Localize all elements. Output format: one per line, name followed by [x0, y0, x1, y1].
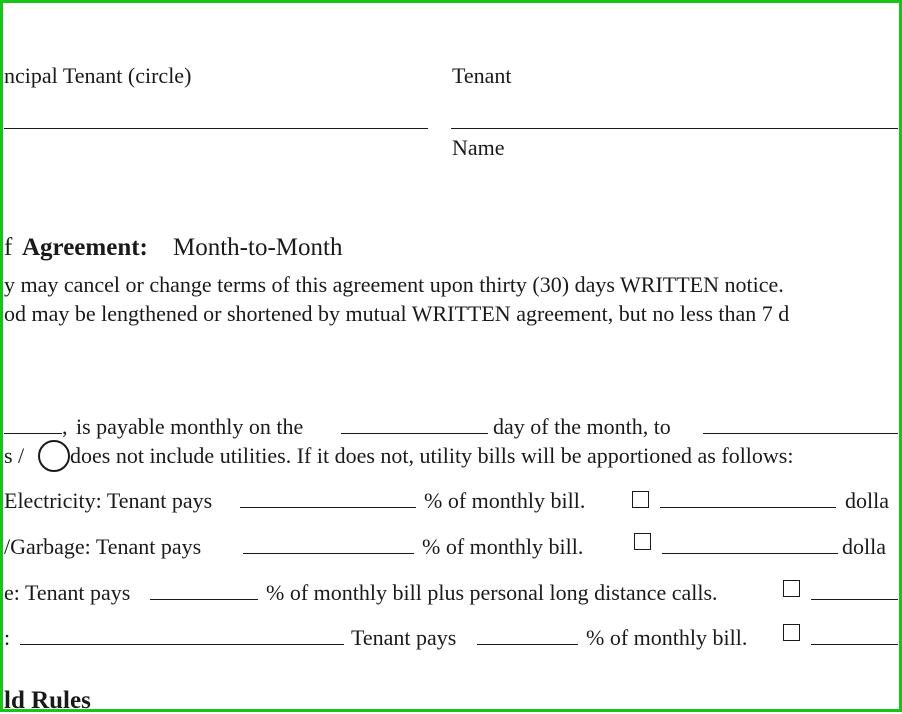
utility-electricity-checkbox[interactable]	[632, 491, 649, 508]
rent-day-line	[341, 433, 488, 434]
circle-mark-icon	[38, 440, 70, 472]
utility-electricity-tail: dolla	[845, 488, 889, 513]
utility-phone-pct-text: % of monthly bill plus personal long distance calls.	[266, 580, 718, 605]
utility-garbage-pct-line[interactable]	[243, 553, 414, 554]
utilities-prefix: s /	[4, 443, 25, 468]
utility-electricity-pct-line[interactable]	[240, 507, 416, 508]
utility-garbage-tail: dolla	[842, 534, 886, 559]
rent-payable-text: is payable monthly on the	[76, 414, 304, 439]
utility-electricity-amount-line[interactable]	[660, 507, 836, 508]
house-rules-heading: ld Rules	[4, 687, 91, 714]
term-heading-value: Month-to-Month	[173, 234, 343, 261]
utility-phone-checkbox[interactable]	[783, 580, 800, 597]
principal-tenant-label: ncipal Tenant (circle)	[4, 63, 192, 88]
rent-payee-line	[703, 433, 898, 434]
utility-other-label: :	[4, 625, 11, 650]
utility-other-name-line[interactable]	[20, 644, 344, 645]
tenant-label: Tenant	[452, 63, 512, 88]
rent-comma: ,	[62, 414, 68, 439]
utility-other-checkbox[interactable]	[783, 624, 800, 641]
rent-amount-line	[4, 433, 62, 434]
utility-phone-pct-line[interactable]	[150, 599, 258, 600]
utility-garbage-amount-line[interactable]	[662, 553, 838, 554]
rent-day-text: day of the month, to	[493, 414, 671, 439]
utility-phone-amount-line[interactable]	[811, 599, 898, 600]
utility-other-pct-line[interactable]	[477, 644, 578, 645]
utility-garbage-pct-text: % of monthly bill.	[422, 534, 584, 559]
term-line-1: y may cancel or change terms of this agreement upon thirty (30) days WRITTEN notice.	[4, 272, 784, 297]
utility-garbage-label: /Garbage: Tenant pays	[4, 534, 202, 559]
utility-electricity-pct-text: % of monthly bill.	[424, 488, 586, 513]
utility-garbage-checkbox[interactable]	[634, 533, 651, 550]
tenant-name-label: Name	[452, 135, 505, 160]
utility-other-tenant-pays: Tenant pays	[351, 625, 457, 650]
term-heading-bold: Agreement:	[22, 234, 148, 261]
utility-other-pct-text: % of monthly bill.	[586, 625, 748, 650]
utility-electricity-label: Electricity: Tenant pays	[4, 488, 213, 513]
term-line-2: od may be lengthened or shortened by mutual WRITTEN agreement, but no less than 7 d	[4, 301, 790, 326]
utility-phone-label: e: Tenant pays	[4, 580, 131, 605]
utilities-text: does not include utilities. If it does not, utility bills will be apportioned as follows:	[70, 443, 794, 468]
tenant-signature-line	[451, 128, 898, 129]
utility-other-amount-line[interactable]	[811, 644, 898, 645]
term-heading-prefix: f	[4, 234, 13, 261]
principal-tenant-signature-line	[4, 128, 428, 129]
